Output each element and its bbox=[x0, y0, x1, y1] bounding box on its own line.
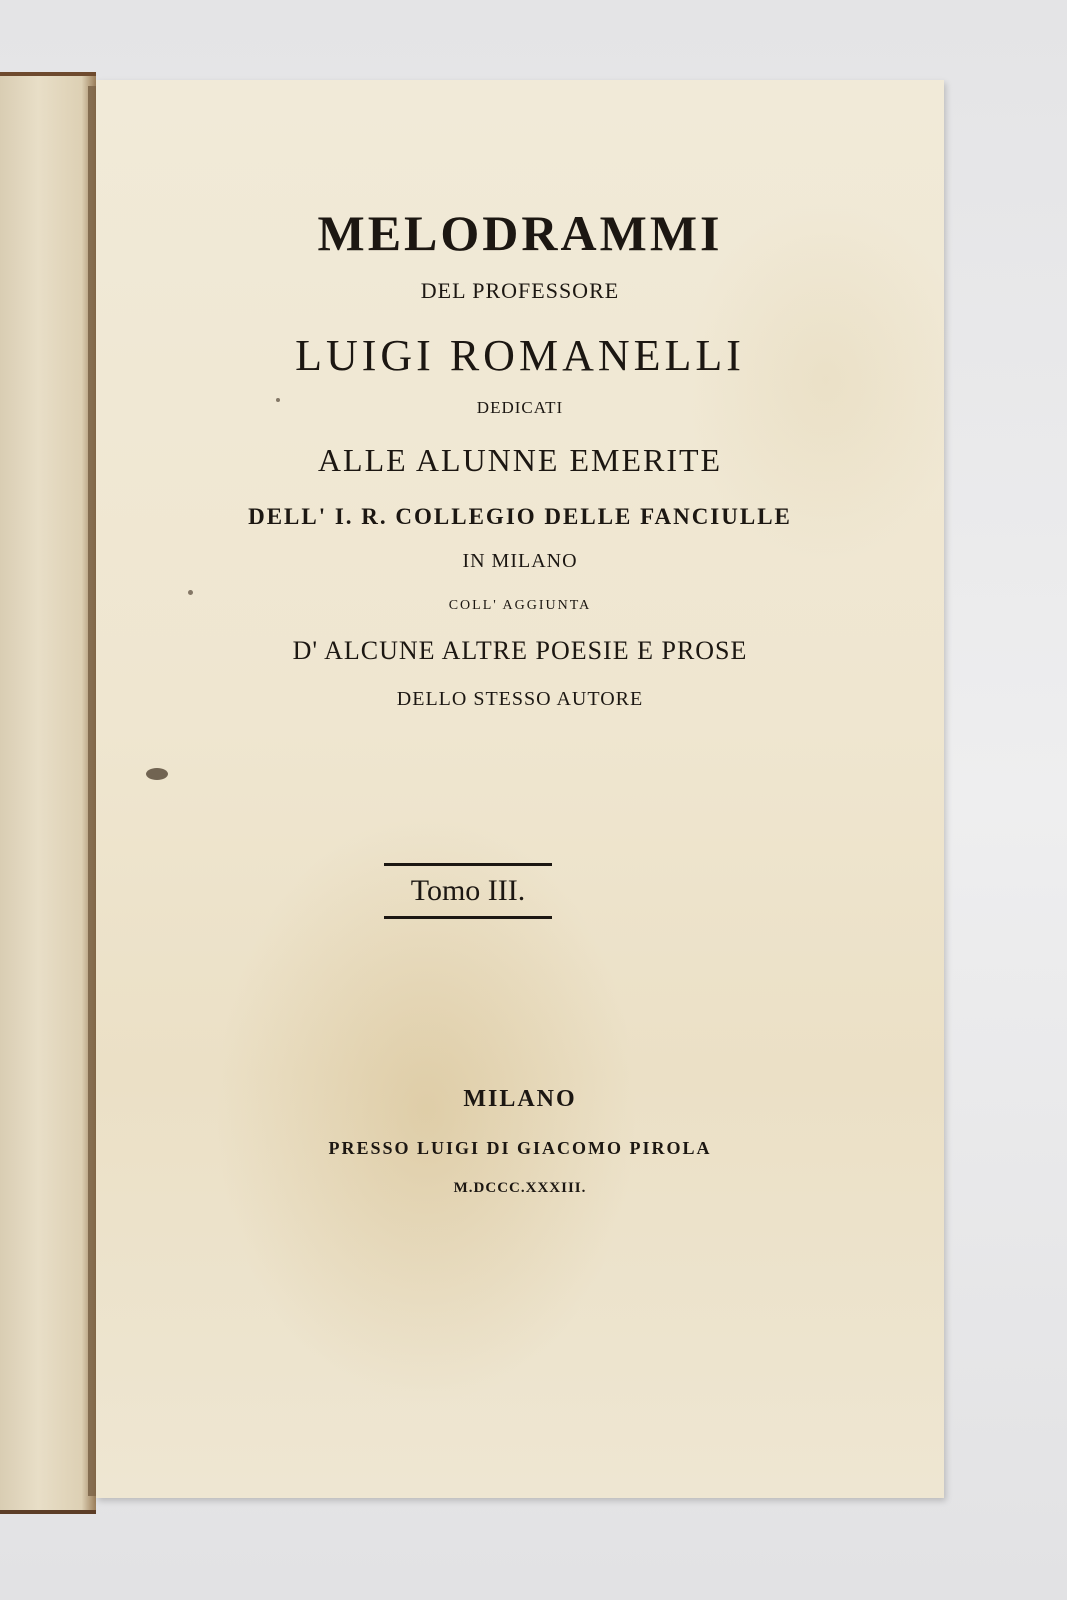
author-name: LUIGI ROMANELLI bbox=[295, 331, 745, 380]
imprint-publisher: PRESSO LUIGI DI GIACOMO PIROLA bbox=[328, 1138, 712, 1158]
stain-mark bbox=[146, 768, 168, 780]
location-line: IN MILANO bbox=[462, 550, 578, 572]
addition-word: COLL' AGGIUNTA bbox=[448, 598, 592, 613]
imprint-city: MILANO bbox=[463, 1086, 577, 1112]
addition-author: DELLO STESSO AUTORE bbox=[396, 688, 644, 710]
imprint-year: M.DCCC.XXXIII. bbox=[453, 1180, 587, 1196]
volume-box bbox=[384, 863, 552, 919]
dedicatees: ALLE ALUNNE EMERITE bbox=[317, 442, 723, 478]
institution: DELL' I. R. COLLEGIO DELLE FANCIULLE bbox=[248, 504, 792, 529]
title-page bbox=[96, 80, 944, 1498]
addition-content: D' ALCUNE ALTRE POESIE E PROSE bbox=[292, 636, 748, 665]
volume-label: Tomo III. bbox=[410, 874, 526, 907]
dedication-word: DEDICATI bbox=[476, 398, 564, 417]
subtitle-prefix: DEL PROFESSORE bbox=[420, 278, 620, 303]
stain-mark bbox=[188, 590, 193, 595]
left-page-edge bbox=[0, 72, 96, 1514]
main-title: MELODRAMMI bbox=[317, 205, 723, 261]
